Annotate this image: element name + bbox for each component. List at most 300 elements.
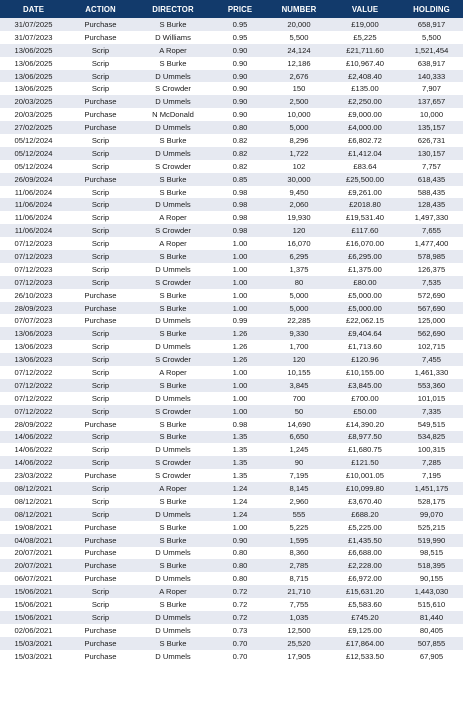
cell-holding: 130,157 [400, 147, 463, 160]
cell-holding: 1,461,330 [400, 366, 463, 379]
cell-value: £19,000 [330, 18, 400, 31]
table-row [0, 392, 463, 405]
cell-date: 28/09/2022 [0, 418, 67, 431]
cell-holding: 507,855 [400, 637, 463, 650]
cell-price: 0.90 [212, 95, 268, 108]
cell-number: 12,500 [268, 624, 330, 637]
table-row [0, 443, 463, 456]
cell-holding: 100,315 [400, 443, 463, 456]
cell-number: 8,715 [268, 572, 330, 585]
cell-number: 24,124 [268, 44, 330, 57]
table-row [0, 637, 463, 650]
cell-holding: 7,285 [400, 456, 463, 469]
cell-director: S Burke [134, 521, 212, 534]
cell-value: £6,688.00 [330, 547, 400, 560]
cell-date: 13/06/2025 [0, 82, 67, 95]
cell-number: 102 [268, 160, 330, 173]
cell-director: S Burke [134, 134, 212, 147]
cell-action: Purchase [67, 31, 134, 44]
cell-number: 12,186 [268, 57, 330, 70]
table-row [0, 379, 463, 392]
cell-value: £9,261.00 [330, 186, 400, 199]
cell-date: 11/06/2024 [0, 211, 67, 224]
cell-action: Scrip [67, 237, 134, 250]
table-row [0, 31, 463, 44]
cell-date: 08/12/2021 [0, 482, 67, 495]
cell-holding: 618,435 [400, 173, 463, 186]
header-price: PRICE [212, 0, 268, 18]
cell-action: Scrip [67, 57, 134, 70]
cell-price: 1.00 [212, 302, 268, 315]
cell-date: 15/03/2021 [0, 637, 67, 650]
cell-number: 8,296 [268, 134, 330, 147]
cell-holding: 515,610 [400, 598, 463, 611]
cell-action: Purchase [67, 18, 134, 31]
cell-action: Purchase [67, 95, 134, 108]
cell-value: £700.00 [330, 392, 400, 405]
cell-action: Purchase [67, 624, 134, 637]
cell-number: 2,060 [268, 198, 330, 211]
cell-action: Scrip [67, 353, 134, 366]
cell-action: Scrip [67, 250, 134, 263]
cell-number: 16,070 [268, 237, 330, 250]
cell-number: 120 [268, 353, 330, 366]
cell-price: 1.24 [212, 495, 268, 508]
cell-holding: 519,990 [400, 534, 463, 547]
cell-holding: 528,175 [400, 495, 463, 508]
cell-holding: 534,825 [400, 431, 463, 444]
cell-date: 05/12/2024 [0, 160, 67, 173]
table-row [0, 521, 463, 534]
cell-director: D Ummels [134, 198, 212, 211]
cell-date: 07/12/2022 [0, 366, 67, 379]
cell-holding: 7,535 [400, 276, 463, 289]
cell-price: 0.98 [212, 211, 268, 224]
cell-director: D Ummels [134, 70, 212, 83]
cell-action: Scrip [67, 405, 134, 418]
cell-director: S Crowder [134, 276, 212, 289]
cell-date: 13/06/2023 [0, 353, 67, 366]
cell-price: 1.00 [212, 237, 268, 250]
cell-price: 0.82 [212, 160, 268, 173]
cell-action: Scrip [67, 585, 134, 598]
cell-date: 07/07/2023 [0, 314, 67, 327]
cell-value: £5,583.60 [330, 598, 400, 611]
cell-action: Scrip [67, 379, 134, 392]
cell-action: Scrip [67, 482, 134, 495]
cell-date: 26/09/2024 [0, 173, 67, 186]
cell-holding: 99,070 [400, 508, 463, 521]
cell-holding: 126,375 [400, 263, 463, 276]
table-row [0, 289, 463, 302]
cell-date: 05/12/2024 [0, 147, 67, 160]
cell-number: 5,225 [268, 521, 330, 534]
cell-number: 1,722 [268, 147, 330, 160]
cell-director: N McDonald [134, 108, 212, 121]
cell-director: D Ummels [134, 147, 212, 160]
cell-value: £9,125.00 [330, 624, 400, 637]
cell-director: S Crowder [134, 456, 212, 469]
cell-director: S Burke [134, 289, 212, 302]
cell-director: S Crowder [134, 405, 212, 418]
cell-director: D Ummels [134, 443, 212, 456]
cell-director: S Burke [134, 598, 212, 611]
cell-director: D Ummels [134, 624, 212, 637]
table-row [0, 147, 463, 160]
cell-action: Purchase [67, 547, 134, 560]
cell-holding: 7,907 [400, 82, 463, 95]
cell-holding: 10,000 [400, 108, 463, 121]
table-row [0, 585, 463, 598]
cell-price: 1.00 [212, 366, 268, 379]
cell-director: D Ummels [134, 611, 212, 624]
cell-value: £1,713.60 [330, 340, 400, 353]
cell-value: £3,670.40 [330, 495, 400, 508]
table-row [0, 547, 463, 560]
cell-date: 27/02/2025 [0, 121, 67, 134]
cell-action: Scrip [67, 82, 134, 95]
cell-value: £6,295.00 [330, 250, 400, 263]
table-row [0, 82, 463, 95]
cell-date: 11/06/2024 [0, 198, 67, 211]
cell-value: £5,000.00 [330, 302, 400, 315]
cell-value: £2,228.00 [330, 559, 400, 572]
cell-date: 20/03/2025 [0, 95, 67, 108]
cell-action: Purchase [67, 637, 134, 650]
cell-holding: 135,157 [400, 121, 463, 134]
cell-director: S Burke [134, 18, 212, 31]
cell-director: S Crowder [134, 224, 212, 237]
cell-action: Purchase [67, 289, 134, 302]
table-row [0, 263, 463, 276]
table-row [0, 366, 463, 379]
cell-number: 1,245 [268, 443, 330, 456]
cell-price: 1.00 [212, 392, 268, 405]
cell-director: D Ummels [134, 263, 212, 276]
cell-date: 14/06/2022 [0, 431, 67, 444]
table-row [0, 405, 463, 418]
cell-date: 13/06/2025 [0, 57, 67, 70]
cell-price: 0.70 [212, 637, 268, 650]
cell-value: £10,155.00 [330, 366, 400, 379]
cell-value: £10,001.05 [330, 469, 400, 482]
cell-holding: 562,690 [400, 327, 463, 340]
cell-number: 9,330 [268, 327, 330, 340]
cell-director: A Roper [134, 366, 212, 379]
cell-holding: 137,657 [400, 95, 463, 108]
table-row [0, 198, 463, 211]
table-row [0, 469, 463, 482]
header-row [0, 0, 463, 18]
table-row [0, 44, 463, 57]
cell-holding: 7,655 [400, 224, 463, 237]
table-row [0, 224, 463, 237]
cell-director: A Roper [134, 211, 212, 224]
cell-holding: 567,690 [400, 302, 463, 315]
cell-price: 0.98 [212, 198, 268, 211]
cell-director: S Burke [134, 250, 212, 263]
cell-number: 2,960 [268, 495, 330, 508]
cell-director: A Roper [134, 237, 212, 250]
cell-holding: 5,500 [400, 31, 463, 44]
cell-holding: 626,731 [400, 134, 463, 147]
cell-action: Purchase [67, 572, 134, 585]
cell-price: 0.80 [212, 547, 268, 560]
cell-action: Scrip [67, 508, 134, 521]
cell-value: £15,631.20 [330, 585, 400, 598]
cell-date: 13/06/2025 [0, 44, 67, 57]
cell-number: 2,676 [268, 70, 330, 83]
header-action: ACTION [67, 0, 134, 18]
table-row [0, 611, 463, 624]
cell-price: 1.24 [212, 508, 268, 521]
cell-value: £1,680.75 [330, 443, 400, 456]
cell-director: S Burke [134, 57, 212, 70]
cell-value: £5,000.00 [330, 289, 400, 302]
cell-value: £19,531.40 [330, 211, 400, 224]
cell-director: A Roper [134, 482, 212, 495]
cell-price: 0.90 [212, 534, 268, 547]
cell-value: £120.96 [330, 353, 400, 366]
header-holding: HOLDING [400, 0, 463, 18]
cell-date: 07/12/2023 [0, 276, 67, 289]
cell-price: 0.70 [212, 650, 268, 663]
cell-value: £135.00 [330, 82, 400, 95]
cell-number: 1,700 [268, 340, 330, 353]
cell-value: £9,404.64 [330, 327, 400, 340]
cell-director: S Burke [134, 431, 212, 444]
cell-action: Scrip [67, 211, 134, 224]
cell-price: 0.90 [212, 82, 268, 95]
cell-director: D Ummels [134, 392, 212, 405]
cell-value: £688.20 [330, 508, 400, 521]
cell-date: 20/07/2021 [0, 559, 67, 572]
table-row [0, 559, 463, 572]
cell-date: 07/12/2022 [0, 405, 67, 418]
cell-date: 26/10/2023 [0, 289, 67, 302]
cell-value: £10,967.40 [330, 57, 400, 70]
cell-number: 7,195 [268, 469, 330, 482]
cell-director: D Ummels [134, 650, 212, 663]
table-row [0, 418, 463, 431]
table-row [0, 57, 463, 70]
cell-value: £6,972.00 [330, 572, 400, 585]
cell-number: 10,155 [268, 366, 330, 379]
cell-action: Scrip [67, 147, 134, 160]
cell-director: S Burke [134, 495, 212, 508]
cell-number: 19,930 [268, 211, 330, 224]
cell-number: 10,000 [268, 108, 330, 121]
cell-price: 0.90 [212, 108, 268, 121]
cell-date: 13/06/2025 [0, 70, 67, 83]
cell-number: 80 [268, 276, 330, 289]
cell-director: D Ummels [134, 314, 212, 327]
cell-number: 700 [268, 392, 330, 405]
cell-director: S Burke [134, 418, 212, 431]
cell-value: £8,977.50 [330, 431, 400, 444]
cell-action: Scrip [67, 431, 134, 444]
table-row [0, 314, 463, 327]
cell-action: Scrip [67, 224, 134, 237]
cell-action: Scrip [67, 598, 134, 611]
table-row [0, 456, 463, 469]
cell-number: 1,035 [268, 611, 330, 624]
cell-holding: 7,757 [400, 160, 463, 173]
cell-action: Purchase [67, 469, 134, 482]
cell-holding: 638,917 [400, 57, 463, 70]
cell-price: 0.90 [212, 70, 268, 83]
cell-number: 6,650 [268, 431, 330, 444]
cell-number: 555 [268, 508, 330, 521]
cell-number: 5,000 [268, 289, 330, 302]
cell-action: Purchase [67, 173, 134, 186]
cell-holding: 588,435 [400, 186, 463, 199]
cell-number: 8,360 [268, 547, 330, 560]
cell-director: S Crowder [134, 160, 212, 173]
cell-holding: 578,985 [400, 250, 463, 263]
cell-price: 0.80 [212, 559, 268, 572]
table-row [0, 624, 463, 637]
cell-director: S Burke [134, 559, 212, 572]
cell-director: D Ummels [134, 508, 212, 521]
cell-value: £4,000.00 [330, 121, 400, 134]
cell-number: 7,755 [268, 598, 330, 611]
cell-date: 20/07/2021 [0, 547, 67, 560]
table-row [0, 572, 463, 585]
header-number: NUMBER [268, 0, 330, 18]
cell-date: 04/08/2021 [0, 534, 67, 547]
cell-date: 07/12/2023 [0, 237, 67, 250]
table-body [0, 18, 463, 663]
cell-price: 0.72 [212, 585, 268, 598]
cell-value: £10,099.80 [330, 482, 400, 495]
cell-number: 9,450 [268, 186, 330, 199]
cell-value: £5,225 [330, 31, 400, 44]
cell-value: £1,435.50 [330, 534, 400, 547]
cell-action: Purchase [67, 302, 134, 315]
cell-price: 0.85 [212, 173, 268, 186]
cell-date: 07/12/2023 [0, 263, 67, 276]
cell-holding: 81,440 [400, 611, 463, 624]
cell-date: 06/07/2021 [0, 572, 67, 585]
cell-director: S Burke [134, 534, 212, 547]
cell-number: 5,000 [268, 302, 330, 315]
table-row [0, 327, 463, 340]
cell-value: £1,375.00 [330, 263, 400, 276]
cell-price: 0.99 [212, 314, 268, 327]
table-row [0, 495, 463, 508]
table-row [0, 173, 463, 186]
cell-price: 1.00 [212, 379, 268, 392]
table-row [0, 160, 463, 173]
cell-price: 0.98 [212, 418, 268, 431]
cell-value: £16,070.00 [330, 237, 400, 250]
cell-director: D Ummels [134, 95, 212, 108]
cell-director: D Williams [134, 31, 212, 44]
cell-date: 15/03/2021 [0, 650, 67, 663]
header-date: DATE [0, 0, 67, 18]
cell-price: 1.35 [212, 443, 268, 456]
cell-holding: 102,715 [400, 340, 463, 353]
table-row [0, 650, 463, 663]
cell-date: 23/03/2022 [0, 469, 67, 482]
cell-price: 1.00 [212, 405, 268, 418]
cell-number: 1,375 [268, 263, 330, 276]
cell-number: 25,520 [268, 637, 330, 650]
table-row [0, 95, 463, 108]
cell-date: 05/12/2024 [0, 134, 67, 147]
cell-number: 14,690 [268, 418, 330, 431]
cell-director: S Burke [134, 173, 212, 186]
cell-price: 0.90 [212, 57, 268, 70]
cell-action: Scrip [67, 70, 134, 83]
cell-number: 2,785 [268, 559, 330, 572]
cell-value: £2018.80 [330, 198, 400, 211]
cell-director: S Burke [134, 327, 212, 340]
cell-holding: 1,497,330 [400, 211, 463, 224]
cell-price: 0.82 [212, 134, 268, 147]
cell-action: Scrip [67, 44, 134, 57]
cell-number: 5,000 [268, 121, 330, 134]
cell-price: 1.00 [212, 276, 268, 289]
table-row [0, 134, 463, 147]
cell-action: Scrip [67, 611, 134, 624]
cell-price: 0.98 [212, 186, 268, 199]
cell-value: £17,864.00 [330, 637, 400, 650]
cell-value: £121.50 [330, 456, 400, 469]
cell-holding: 1,443,030 [400, 585, 463, 598]
cell-value: £5,225.00 [330, 521, 400, 534]
cell-holding: 7,455 [400, 353, 463, 366]
cell-number: 1,595 [268, 534, 330, 547]
cell-director: D Ummels [134, 547, 212, 560]
cell-action: Scrip [67, 443, 134, 456]
cell-value: £1,412.04 [330, 147, 400, 160]
cell-price: 0.80 [212, 121, 268, 134]
cell-price: 1.26 [212, 327, 268, 340]
cell-director: S Crowder [134, 82, 212, 95]
cell-value: £12,533.50 [330, 650, 400, 663]
cell-holding: 7,335 [400, 405, 463, 418]
table-row [0, 431, 463, 444]
cell-number: 20,000 [268, 18, 330, 31]
header-value: VALUE [330, 0, 400, 18]
cell-holding: 125,000 [400, 314, 463, 327]
table-row [0, 70, 463, 83]
cell-value: £9,000.00 [330, 108, 400, 121]
cell-number: 90 [268, 456, 330, 469]
table-row [0, 276, 463, 289]
cell-price: 1.00 [212, 250, 268, 263]
cell-action: Scrip [67, 134, 134, 147]
cell-holding: 128,435 [400, 198, 463, 211]
cell-number: 120 [268, 224, 330, 237]
cell-holding: 572,690 [400, 289, 463, 302]
cell-price: 0.98 [212, 224, 268, 237]
cell-date: 19/08/2021 [0, 521, 67, 534]
cell-action: Purchase [67, 108, 134, 121]
cell-number: 8,145 [268, 482, 330, 495]
cell-price: 1.00 [212, 263, 268, 276]
cell-holding: 90,155 [400, 572, 463, 585]
cell-director: A Roper [134, 44, 212, 57]
cell-number: 50 [268, 405, 330, 418]
cell-value: £83.64 [330, 160, 400, 173]
cell-price: 1.00 [212, 521, 268, 534]
cell-holding: 140,333 [400, 70, 463, 83]
cell-action: Purchase [67, 534, 134, 547]
table-row [0, 482, 463, 495]
